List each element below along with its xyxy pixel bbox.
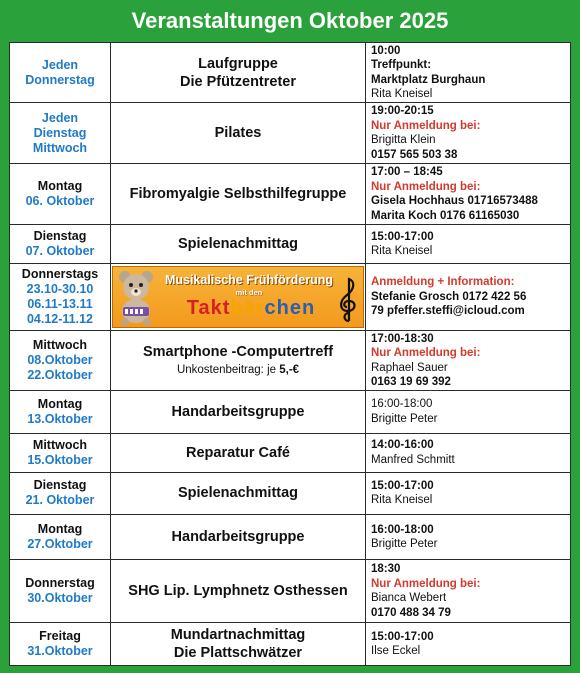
info-line: 16:00-18:00 [371, 523, 434, 536]
table-row [10, 391, 571, 434]
event-title: Die Plattschwätzer [173, 645, 303, 662]
date-line: Dienstag [33, 125, 87, 140]
event-title: Handarbeitsgruppe [171, 529, 305, 546]
event-title: Handarbeitsgruppe [171, 403, 305, 420]
event-cell [111, 331, 366, 391]
date-line: 15.Oktober [27, 452, 93, 467]
date-cell [10, 263, 111, 330]
event-title: Spielenachmittag [177, 485, 299, 502]
date-line: Donnerstags [21, 266, 99, 281]
date-line: 22.Oktober [27, 368, 93, 383]
info-line: 15:00-17:00 [371, 630, 434, 643]
event-title: Pilates [214, 125, 262, 142]
info-line: Nur Anmeldung bei: [371, 180, 481, 193]
info-line: 14:00-16:00 [371, 439, 434, 452]
banner-word-part: bär [230, 296, 265, 319]
info-cell [366, 263, 571, 330]
date-cell [10, 103, 111, 164]
info-line: Brigitte Peter [371, 412, 438, 425]
info-line: Brigitta Klein [371, 134, 436, 147]
table-row [10, 43, 571, 103]
event-cell [111, 103, 366, 164]
info-cell [366, 225, 571, 264]
date-line: 30.Oktober [27, 591, 93, 606]
event-title: Reparatur Café [186, 444, 290, 461]
date-line: Jeden [41, 110, 79, 125]
info-line: Rita Kneisel [371, 245, 433, 258]
info-line: 17:00 – 18:45 [371, 166, 443, 179]
info-line: 17:00-18:30 [371, 332, 434, 345]
table-row [10, 515, 571, 560]
date-line: Dienstag [33, 478, 87, 493]
table-row [10, 103, 571, 164]
table-row [10, 164, 571, 225]
table-row [10, 263, 571, 330]
event-title: Spielenachmittag [177, 236, 299, 253]
info-line: 0163 19 69 392 [371, 376, 451, 389]
info-cell [366, 391, 571, 434]
info-line: 79 pfeffer.steffi@icloud.com [371, 305, 525, 318]
table-row [10, 560, 571, 623]
info-line: 10:00 [371, 44, 401, 57]
event-cell [111, 433, 366, 472]
table-row [10, 623, 571, 666]
banner-line-3 [165, 297, 337, 320]
date-cell [10, 623, 111, 666]
info-line: 0157 565 503 38 [371, 148, 458, 161]
banner-line-2: mit den [235, 287, 263, 297]
date-line: Montag [37, 522, 83, 537]
info-cell [366, 164, 571, 225]
event-title: SHG Lip. Lymphnetz Osthessen [128, 583, 348, 600]
event-title: Die Pfützentreter [179, 73, 297, 90]
info-cell [366, 433, 571, 472]
info-line: 16:00-18:00 [371, 398, 433, 411]
info-line: Manfred Schmitt [371, 453, 455, 466]
date-line: 06. Oktober [25, 194, 95, 209]
info-cell [366, 472, 571, 515]
info-line: Brigitte Peter [371, 538, 438, 551]
date-cell [10, 515, 111, 560]
info-line: Anmeldung + Information: [371, 276, 515, 289]
event-cell [111, 560, 366, 623]
info-cell [366, 103, 571, 164]
table-row [10, 225, 571, 264]
info-line: Ilse Eckel [371, 645, 421, 658]
info-line: Nur Anmeldung bei: [371, 347, 481, 360]
date-cell [10, 331, 111, 391]
info-cell [366, 515, 571, 560]
info-line: Bianca Webert [371, 592, 447, 605]
info-line: Marktplatz Burghaun [371, 73, 486, 86]
date-line: Montag [37, 179, 83, 194]
info-cell [366, 623, 571, 666]
event-cell [111, 164, 366, 225]
info-cell [366, 43, 571, 103]
date-line: 21. Oktober [25, 493, 95, 508]
date-cell [10, 391, 111, 434]
date-line: Mittwoch [32, 437, 88, 452]
date-line: Freitag [39, 629, 81, 644]
date-line: 08.Oktober [27, 353, 93, 368]
event-cell [111, 472, 366, 515]
page-title: Veranstaltungen Oktober 2025 [131, 8, 449, 33]
info-line: Rita Kneisel [371, 494, 433, 507]
info-line: Marita Koch 0176 61165030 [371, 209, 520, 222]
events-table-body [10, 43, 571, 666]
event-cell [111, 391, 366, 434]
info-line: Raphael Sauer [371, 361, 448, 374]
event-subtitle [115, 361, 361, 379]
event-subtitle-price: 5,-€ [279, 363, 300, 376]
date-line: 06.11-13.11 [27, 296, 93, 311]
banner-line-1: Musikalische Frühförderung [164, 272, 334, 287]
date-cell [10, 225, 111, 264]
info-line: Rita Kneisel [371, 88, 433, 101]
events-table [9, 42, 571, 666]
info-line: Nur Anmeldung bei: [371, 577, 481, 590]
date-line: 13.Oktober [27, 411, 93, 426]
event-title: Mundartnachmittag [170, 627, 306, 644]
date-line: 23.10-30.10 [26, 281, 94, 296]
event-cell [111, 43, 366, 103]
date-cell [10, 164, 111, 225]
info-line: Stefanie Grosch 0172 422 56 [371, 290, 527, 303]
table-row [10, 433, 571, 472]
date-line: Dienstag [33, 229, 87, 244]
date-cell [10, 472, 111, 515]
info-line: Treffpunkt: [371, 59, 432, 72]
event-cell [111, 515, 366, 560]
date-line: Mittwoch [32, 338, 88, 353]
treble-clef-icon [335, 275, 361, 323]
date-cell [10, 560, 111, 623]
info-line: 18:30 [371, 563, 401, 576]
info-line: 19:00-20:15 [371, 105, 434, 118]
date-line: 04.12-11.12 [26, 311, 94, 326]
event-title: Fibromyalgie Selbsthilfegruppe [129, 186, 347, 203]
date-cell [10, 433, 111, 472]
info-line: 0170 488 34 79 [371, 606, 451, 619]
date-line: Donnerstag [25, 72, 95, 87]
date-line: Montag [37, 396, 83, 411]
table-row [10, 472, 571, 515]
event-banner [112, 266, 364, 328]
info-line: Gisela Hochhaus 01716573488 [371, 195, 538, 208]
info-line: 15:00-17:00 [371, 230, 434, 243]
date-line: Donnerstag [25, 576, 95, 591]
date-line: 27.Oktober [27, 537, 93, 552]
event-subtitle-text: Unkostenbeitrag: je [176, 363, 280, 376]
banner-word-part: chen [264, 296, 316, 319]
date-line: 31.Oktober [27, 644, 93, 659]
date-cell [10, 43, 111, 103]
event-cell [111, 623, 366, 666]
event-cell [111, 263, 366, 330]
date-line: Mittwoch [32, 140, 88, 155]
info-cell [366, 331, 571, 391]
date-line: 07. Oktober [25, 244, 95, 259]
info-line: 15:00-17:00 [371, 479, 434, 492]
banner-word-part: Takt [186, 296, 231, 319]
info-cell [366, 560, 571, 623]
event-title: Laufgruppe [198, 55, 278, 72]
event-cell [111, 225, 366, 264]
info-line: Nur Anmeldung bei: [371, 119, 481, 132]
event-title: Smartphone -Computertreff [142, 343, 334, 360]
teddy-bear-icon [115, 269, 161, 325]
table-row [10, 331, 571, 391]
date-line: Jeden [41, 57, 79, 72]
